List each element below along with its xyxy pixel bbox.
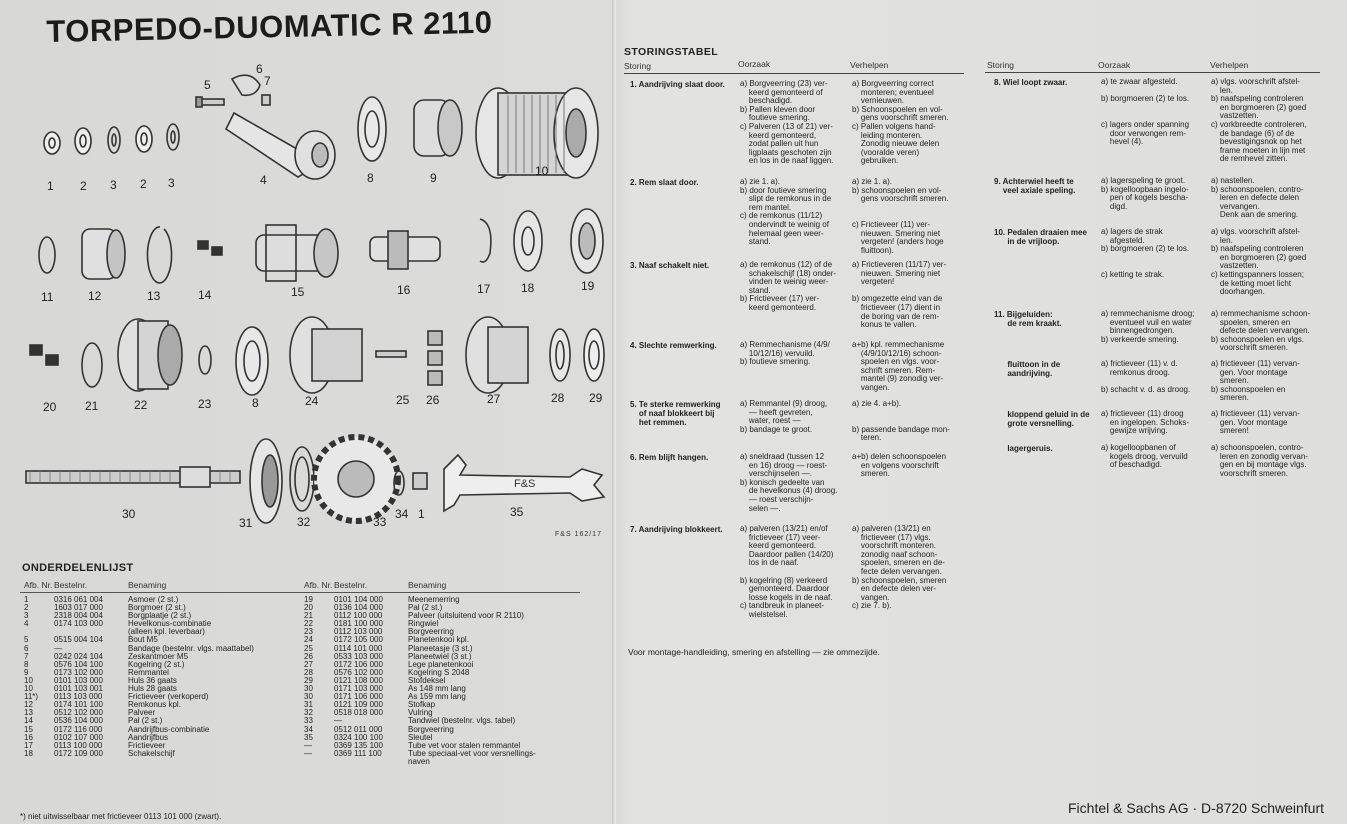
part-label: 32 <box>297 515 311 529</box>
parts-footnote: *) niet uitwisselbaar met frictieveer 0113 101 000 (zwart). <box>20 812 222 821</box>
part-label: 1 <box>47 179 54 193</box>
part-name: Borgplaatje (2 st.) <box>128 612 192 621</box>
part-number: 9 <box>24 667 29 677</box>
table-rule <box>624 73 964 74</box>
exploded-parts-drawing <box>20 55 610 545</box>
dust-cap-part <box>584 329 604 381</box>
part-name: Zeskantmoer M5 <box>128 652 189 661</box>
axle-part <box>26 467 240 487</box>
part-number: 18 <box>24 748 33 758</box>
part-name: Planeetwiel (3 st.) <box>408 652 472 661</box>
oorzaak-text: a) te zwaar afgesteld. b) borgmoeren (2) te los. c) lagers onder spanning door verwongen rem- hevel (4). <box>1101 77 1190 147</box>
part-name: Ringwiel <box>408 620 439 629</box>
parts-list-row <box>20 636 300 644</box>
part-name: Remmantel <box>128 668 169 677</box>
part-label: 3 <box>168 176 175 190</box>
part-label: 27 <box>487 392 501 406</box>
part-name: As 148 mm lang <box>408 685 466 694</box>
part-number: 6 <box>24 643 29 653</box>
col-header-afb: Afb. Nr. <box>304 580 333 590</box>
order-number: 0136 104 000 <box>334 603 383 613</box>
part-label: 12 <box>88 289 102 303</box>
verhelpen-text: a) Borgveerring correct monteren; eventueel vernieuwen. b) Schoonspoelen en vol- gens voorschrift smeren. c) Pallen volgens hand- leiding monteren. Zonodig nieuwe delen (vooralde veren) gebruiken. <box>852 79 949 166</box>
part-name: Tube speciaal-vet voor versnellings- <box>408 749 536 758</box>
part-name: Huls 28 gaats <box>128 685 177 694</box>
part-label: 11 <box>41 290 54 304</box>
part-label: 26 <box>426 393 440 407</box>
part-label: 34 <box>395 507 409 521</box>
ball-ring-part-2 <box>236 327 268 395</box>
col-header-benaming: Benaming <box>408 580 447 590</box>
part-name: Huls 36 gaats <box>128 676 177 685</box>
order-number: 0515 004 104 <box>54 635 103 645</box>
part-number: 19 <box>304 595 313 604</box>
part-name: (alleen kpl. leverbaar) <box>128 628 205 637</box>
order-number: — <box>54 643 62 653</box>
part-name: Kogelring S 2048 <box>408 668 470 677</box>
col-header-oorzaak: Oorzaak <box>738 59 771 69</box>
part-number: 27 <box>304 659 313 669</box>
parts-list-row <box>300 709 580 717</box>
part-label: 29 <box>589 391 603 405</box>
part-number: 20 <box>304 603 313 613</box>
table-rule <box>985 72 1320 73</box>
order-number: 0316 061 004 <box>54 595 103 604</box>
page-fold <box>612 0 616 824</box>
order-number: 0101 104 000 <box>334 595 383 604</box>
part-label: 18 <box>521 281 535 295</box>
oorzaak-text: a) zie 1. a). b) door foutieve smering slipt de remkonus in de rem mantel. c) de remkonus (11/12) ondervindt te weinig of helemaal geen weer- stand. <box>740 177 832 247</box>
col-header-bestelnr: Bestelnr. <box>334 580 368 590</box>
order-number: 0369 135 100 <box>334 740 383 750</box>
ring-gear-part <box>118 319 182 391</box>
order-number: 0102 107 000 <box>54 732 103 742</box>
order-number: 0172 116 000 <box>54 724 103 734</box>
col-header-afb: Afb. Nr. <box>24 580 53 590</box>
oorzaak-text: a) de remkonus (12) of de schakelschijf (18) onder- vinden te weinig weer- stand. b) Frictieveer (17) ver- keerd gemonteerd. <box>740 260 837 312</box>
order-number: 2318 004 004 <box>54 611 103 621</box>
wrench-logo-text: F&S <box>514 478 536 490</box>
axle-nut-part-2 <box>413 473 427 489</box>
part-label: 30 <box>122 507 136 521</box>
troubleshooting-heading: STORINGSTABEL <box>624 46 719 58</box>
verhelpen-text: a) vlgs. voorschrift afstel- len. b) naafspeling controleren en borgmoeren (2) goed vastzetten. c) kettingspanners lossen; de ketting moet licht doorhangen. <box>1211 227 1307 297</box>
verhelpen-text: a) palveren (13/21) en frictieveer (17) vlgs. voorschrift monteren. zonodig naaf schoon- spoelen, smeren en de- fecte delen vervangen. b) schoonspoelen, smeren en defecte delen ver- vangen. c) zie 7. b). <box>852 524 947 611</box>
part-name: Asmoer (2 st.) <box>128 596 179 604</box>
part-number: 15 <box>24 724 33 734</box>
part-label: 1 <box>418 507 425 521</box>
order-number: 0101 103 001 <box>54 684 103 694</box>
pawl-spring-part <box>148 227 172 283</box>
order-number: 0512 011 000 <box>334 724 383 734</box>
part-number: 22 <box>304 619 313 629</box>
order-number: 0181 100 000 <box>334 619 383 629</box>
col-header-storing: Storing <box>624 61 651 71</box>
parts-list-left-column <box>20 596 300 766</box>
parts-list-row <box>300 758 580 766</box>
storing-heading: kloppend geluid in de grote versnelling. <box>1007 410 1090 428</box>
verhelpen-text: a+b) kpl. remmechanisme (4/9/10/12/16) schoon- spoelen en vlgs. voor- schrift smeren. Rem- mantel (9) zonodig ver- vangen. <box>852 340 945 392</box>
part-name: Sleutel <box>408 733 433 742</box>
storing-heading: 2. Rem slaat door. <box>630 178 699 187</box>
oorzaak-text: a) lagerspeling te groot. b) kogelloopbaan ingelo- pen of kogels bescha- digd. <box>1101 176 1189 211</box>
order-number: 0121 108 000 <box>334 675 383 685</box>
oorzaak-text: a) sneldraad (tussen 12 en 16) droog — roest- verschijnselen —. b) konisch gedeelte van de hevelkonus (4) droog. — roest verschijn- selen —. <box>740 452 838 513</box>
pawl-spring-part-2 <box>82 343 102 387</box>
montage-note: Voor montage-handleiding, smering en afstelling — zie ommezijde. <box>628 647 880 657</box>
order-number: 0324 100 100 <box>334 732 383 742</box>
company-imprint: Fichtel & Sachs AG · D-8720 Schweinfurt <box>1068 800 1324 816</box>
part-name: Lege planetenkooi <box>408 660 474 669</box>
verhelpen-text: a) schoonspoelen, contro- leren en zonodig vervan- gen en bij montage vlgs. voorschrift smeren. <box>1211 443 1308 478</box>
verhelpen-text: a) vlgs. voorschrift afstel- len. b) naafspeling controleren en borgmoeren (2) goed vastzetten. c) vorkbreedte controleren, de bandage (6) of de bevestigingsnok op het frame moeten in lijn met de remhevel zitten. <box>1211 77 1307 164</box>
part-number: 30 <box>304 684 313 694</box>
storing-heading: 8. Wiel loopt zwaar. <box>994 78 1068 87</box>
lock-nut-part <box>75 128 91 154</box>
brake-cone-part <box>82 229 125 279</box>
part-label: 33 <box>373 515 387 529</box>
storing-heading: fluittoon in de aandrijving. <box>1007 360 1061 378</box>
part-name: Hevelkonus-combinatie <box>128 620 212 629</box>
hex-nut-m5-part <box>262 95 270 105</box>
part-label: 21 <box>85 399 99 413</box>
order-number: 0576 104 100 <box>54 659 103 669</box>
part-number: 1 <box>24 595 29 604</box>
order-number: 0113 100 000 <box>54 740 103 750</box>
part-number: 14 <box>24 716 33 726</box>
verhelpen-text: a) Frictieveren (11/17) ver- nieuwen. Smering niet vergeten! b) omgezette eind van de frictieveer (17) dient in de boring van de rem- konus te vallen. <box>852 260 947 330</box>
order-number: 0174 103 000 <box>54 619 103 629</box>
drawing-code: F&S 162/17 <box>555 531 602 538</box>
part-number: 10 <box>24 684 33 694</box>
part-number: 11*) <box>24 692 39 702</box>
bandage-clip-part <box>232 75 260 95</box>
order-number <box>334 758 408 766</box>
pawl-part-2 <box>30 345 58 365</box>
order-number: 0113 103 000 <box>54 692 103 702</box>
col-header-bestelnr: Bestelnr. <box>54 580 88 590</box>
part-name: Frictieveer (verkoperd) <box>128 693 209 702</box>
ball-ring-s2048-part <box>550 329 570 381</box>
part-number: 35 <box>304 732 313 742</box>
col-header-verhelpen-2: Verhelpen <box>1210 60 1249 70</box>
part-name: Stofdeksel <box>408 676 446 685</box>
order-number: 0242 024 104 <box>54 651 103 661</box>
part-name: Borgveerring <box>408 628 454 637</box>
part-label: 2 <box>80 179 87 193</box>
parts-list <box>20 562 580 766</box>
lock-plate-part-2 <box>167 124 179 150</box>
sprocket-part <box>314 437 398 521</box>
part-label: 8 <box>252 396 259 410</box>
verhelpen-text: a) nastellen. b) schoonspoelen, contro- leren en defecte delen vervangen. Denk aan de smering. <box>1211 176 1304 220</box>
part-name: Planeetasje (3 st.) <box>408 644 473 653</box>
part-name: Bandage (bestelnr. vlgs. maattabel) <box>128 644 254 653</box>
order-number: — <box>334 716 342 726</box>
axle-nut-part <box>44 132 60 154</box>
verhelpen-text: a+b) delen schoonspoelen en volgens voorschrift smeren. <box>852 452 947 479</box>
part-label: 25 <box>396 393 410 407</box>
order-number: 0512 102 000 <box>54 708 103 718</box>
order-number: 0171 103 000 <box>334 684 383 694</box>
part-name: Meenemerring <box>408 596 460 604</box>
part-label: 16 <box>397 283 411 297</box>
order-number: 0112 103 000 <box>334 627 383 637</box>
part-name: naven <box>408 757 430 766</box>
part-name: Aandrijfbus <box>128 733 169 742</box>
brake-shell-part <box>414 100 462 156</box>
driver-part <box>370 231 440 269</box>
part-number: 12 <box>24 700 33 710</box>
verhelpen-text: a) frictieveer (11) vervan- gen. Voor montage smeren! <box>1211 409 1300 436</box>
planet-pin-part <box>376 351 406 357</box>
parts-list-row <box>300 750 580 758</box>
planet-gear-part <box>428 331 442 385</box>
empty-planet-cage-part <box>466 317 528 393</box>
part-label: 5 <box>204 78 211 92</box>
part-name: Borgmoer (2 st.) <box>128 604 186 613</box>
oorzaak-text: a) Remmechanisme (4/9/ 10/12/16) vervuild. b) foutieve smering. <box>740 340 830 367</box>
part-label: 17 <box>477 282 491 296</box>
order-number: 0173 102 000 <box>54 667 103 677</box>
part-name: Schakelschijf <box>128 749 175 758</box>
storing-heading: 9. Achterwiel heeft te veel axiale speling. <box>994 177 1076 195</box>
part-number: 5 <box>24 635 29 645</box>
part-name: Remkonus kpl. <box>128 701 181 710</box>
order-number: 0172 109 000 <box>54 748 103 758</box>
order-number: 0536 104 000 <box>54 716 103 726</box>
oorzaak-text: a) Borgveerring (23) ver- keerd gemonteerd of beschadigd. b) Pallen kleven door foutieve smering. c) Palveren (13 of 21) ver- keerd gemonteerd, zodat pallen uit hun ligplaats geschoten zijn en los in de naaf liggen. <box>740 79 834 166</box>
col-header-storing-2: Storing <box>987 60 1014 70</box>
part-name: Bout M5 <box>128 636 158 645</box>
oorzaak-text: a) palveren (13/21) en/of frictieveer (17) veer- keerd gemonteerd. Daardoor pallen (14/20) los in de naaf. b) kogelring (8) verkeerd gemonteerd. Daardoor losse kogels in de naaf. c) tandbreuk in planeet- wielstelsel. <box>740 524 834 619</box>
storing-heading: 4. Slechte remwerking. <box>630 341 717 350</box>
driver-ring-part <box>571 209 603 273</box>
verhelpen-text: a) frictieveer (11) vervan- gen. Voor montage smeren. b) schoonspoelen en smeren. <box>1211 359 1300 403</box>
part-label: 14 <box>198 288 212 302</box>
part-number: 29 <box>304 675 313 685</box>
parts-list-row <box>20 620 300 628</box>
order-number: 0121 109 000 <box>334 700 383 710</box>
part-name: Borgveerring <box>408 725 454 734</box>
friction-spring-part <box>39 237 55 273</box>
parts-list-header <box>20 580 580 593</box>
part-label: 24 <box>305 394 319 408</box>
part-label: 28 <box>551 391 565 405</box>
filler-ring-part <box>290 447 314 511</box>
order-number: 0172 105 000 <box>334 635 383 645</box>
part-name: Tandwiel (bestelnr. vlgs. tabel) <box>408 717 516 726</box>
oorzaak-text: a) lagers de strak afgesteld. b) borgmoeren (2) te los. c) ketting te strak. <box>1101 227 1190 279</box>
part-label: 31 <box>239 516 253 530</box>
part-label: 8 <box>367 171 374 185</box>
part-label: 9 <box>430 171 437 185</box>
verhelpen-text: a) zie 1. a). b) schoonspoelen en vol- gens voorschrift smeren. c) Frictieveer (11) ver- nieuwen. Smering niet vergeten! (anders hoge fluittoon). <box>852 177 949 255</box>
driver-combination-part <box>256 225 338 281</box>
part-label: 20 <box>43 400 57 414</box>
part-number: 25 <box>304 643 313 653</box>
part-label: 23 <box>198 397 212 411</box>
storing-heading: 3. Naaf schakelt niet. <box>630 261 710 270</box>
part-number: 23 <box>304 627 313 637</box>
storing-heading: 7. Aandrijving blokkeert. <box>630 525 723 534</box>
part-label: 7 <box>264 74 271 88</box>
order-number: 0112 100 000 <box>334 611 383 621</box>
part-name: Palveer (uitsluitend voor R 2110) <box>408 612 524 621</box>
oorzaak-text: a) frictieveer (11) droog en ingelopen. Schoks- gewijze wrijving. <box>1101 409 1190 436</box>
part-number: 2 <box>24 603 29 613</box>
part-number: 30 <box>304 692 313 702</box>
col-header-benaming: Benaming <box>128 580 167 590</box>
part-label: 3 <box>110 178 117 192</box>
part-label: 19 <box>581 279 595 293</box>
oorzaak-text: a) kogelloopbanen of kogels droog, vervuild of beschadigd. <box>1101 443 1188 470</box>
part-name: Tube vet voor stalen remmantel <box>408 741 521 750</box>
verhelpen-text: a) remmechanisme schoon- spoelen, smeren en defecte delen vervangen. b) schoonspoelen en vlgs. voorschrift smeren. <box>1211 309 1311 353</box>
storing-heading: 10. Pedalen draaien mee in de vrijloop. <box>994 228 1087 246</box>
part-number: — <box>304 740 312 750</box>
part-name: Pal (2 st.) <box>408 604 443 613</box>
part-name: Pal (2 st.) <box>128 717 163 726</box>
part-number: 24 <box>304 635 313 645</box>
oorzaak-text: a) remmechanisme droog; eventueel vuil en water binnengedrongen. b) verkeerde smering. <box>1101 309 1195 344</box>
part-label: 4 <box>260 173 267 187</box>
part-number: 17 <box>24 740 33 750</box>
order-number: 0533 103 000 <box>334 651 383 661</box>
part-number: — <box>304 748 312 758</box>
lock-plate-part <box>108 127 120 153</box>
part-name: Vulring <box>408 709 433 718</box>
part-number: 16 <box>24 732 33 742</box>
order-number: 0518 018 000 <box>334 708 383 718</box>
order-number: 0171 106 000 <box>334 692 383 702</box>
part-number: 21 <box>304 611 313 621</box>
part-label: 2 <box>140 177 147 191</box>
part-number: 33 <box>304 716 313 726</box>
part-label: 6 <box>256 62 263 76</box>
part-label: 35 <box>510 505 524 519</box>
part-name: As 159 mm lang <box>408 693 466 702</box>
part-name: Planetenkooi kpl. <box>408 636 469 645</box>
ball-ring-part <box>358 97 386 161</box>
pawl-part <box>198 241 222 255</box>
order-number: 0576 102 000 <box>334 667 383 677</box>
part-number <box>300 758 334 766</box>
wrench-part <box>444 455 604 511</box>
order-number: 0114 101 000 <box>334 643 383 653</box>
brake-lever-cone-part <box>226 113 335 179</box>
lock-spring-ring-part <box>199 346 211 374</box>
part-label: 13 <box>147 289 161 303</box>
parts-list-heading: ONDERDELENLIJST <box>22 562 134 574</box>
part-number: 13 <box>24 708 33 718</box>
part-number: 28 <box>304 667 313 677</box>
part-number: 34 <box>304 724 313 734</box>
sheet-title: TORPEDO-DUOMATIC R 2110 <box>46 4 493 49</box>
order-number: 0174 101 100 <box>54 700 103 710</box>
parts-list-right-column <box>300 596 580 766</box>
part-label: 22 <box>134 398 148 412</box>
storing-heading: 11. Bijgeluiden: de rem kraakt. <box>994 310 1062 328</box>
part-name: Palveer <box>128 709 156 718</box>
order-number: 1603 017 000 <box>54 603 103 613</box>
lock-nut-part-2 <box>136 126 152 152</box>
verhelpen-text: a) zie 4. a+b). b) passende bandage mon- teren. <box>852 399 950 443</box>
part-number: 10 <box>24 675 33 685</box>
part-number: 31 <box>304 700 313 710</box>
friction-spring-part-2 <box>480 219 491 262</box>
part-label: 15 <box>291 285 305 299</box>
part-name: Kogelring (2 st.) <box>128 660 185 669</box>
part-number: 26 <box>304 651 313 661</box>
part-label: 10 <box>535 164 549 178</box>
clutch-disc-part <box>514 211 542 271</box>
part-name: Frictieveer <box>128 741 166 750</box>
planet-cage-part <box>290 317 362 393</box>
part-number: 4 <box>24 619 29 629</box>
col-header-oorzaak-2: Oorzaak <box>1098 60 1131 70</box>
part-number: 8 <box>24 659 29 669</box>
bolt-m5-part <box>196 97 224 107</box>
storing-heading: 6. Rem blijft hangen. <box>630 453 709 462</box>
part-number: 7 <box>24 651 29 661</box>
col-header-verhelpen: Verhelpen <box>850 60 889 70</box>
part-number: 32 <box>304 708 313 718</box>
order-number: 0172 106 000 <box>334 659 383 669</box>
parts-list-row <box>20 750 300 758</box>
order-number: 0101 103 000 <box>54 675 103 685</box>
storing-heading: 1. Aandrijving slaat door. <box>630 80 725 89</box>
order-number: 0369 111 100 <box>334 748 382 758</box>
part-name: Aandrijfbus-combinatie <box>128 725 210 734</box>
oorzaak-text: a) frictieveer (11) v. d. remkonus droog. b) schacht v. d. as droog. <box>1101 359 1191 394</box>
part-number: 3 <box>24 611 29 621</box>
storing-heading: 5. Te sterke remwerking of naaf blokkeert bij het remmen. <box>630 400 721 427</box>
part-name: Stofkap <box>408 701 436 710</box>
oorzaak-text: a) Remmantel (9) droog, — heeft gevreten, water, roest — b) bandage te groot. <box>740 399 828 434</box>
storing-heading: lagergeruis. <box>994 444 1053 453</box>
dust-cap-large-part <box>250 439 282 523</box>
